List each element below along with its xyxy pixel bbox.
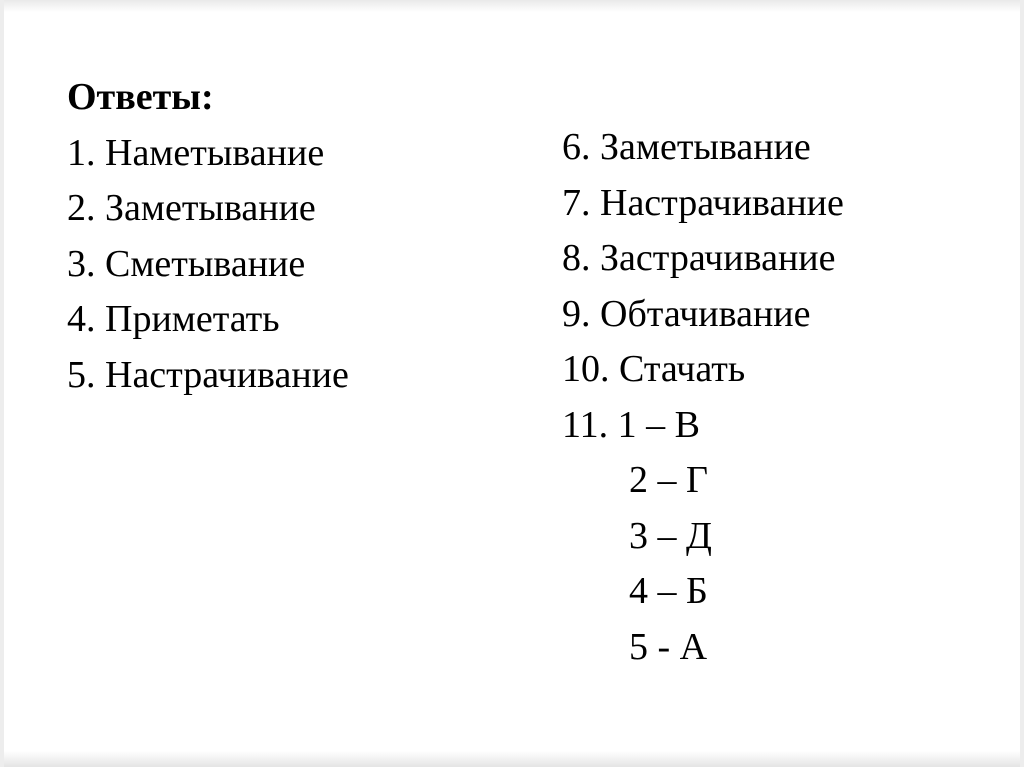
answer-item: 8. Застрачивание xyxy=(562,237,836,279)
answers-left-column xyxy=(67,70,349,403)
matching-item: 4 – Б xyxy=(629,570,708,612)
answer-item: 7. Настрачивание xyxy=(562,181,844,224)
answer-item: 9. Обтачивание xyxy=(562,292,811,335)
answers-right-column xyxy=(562,120,844,675)
slide-top-shadow xyxy=(0,0,1024,12)
answer-item: 3. Сметывание xyxy=(67,242,306,285)
matching-item: 3 – Д xyxy=(629,514,712,557)
slide-left-border xyxy=(0,0,4,767)
answer-item: 10. Стачать xyxy=(562,348,746,390)
answer-item: 6. Заметывание xyxy=(562,126,811,168)
answer-item: 1. Наметывание xyxy=(67,131,325,174)
answer-item: 5. Настрачивание xyxy=(67,353,349,396)
slide-bottom-shadow xyxy=(0,751,1024,767)
answers-heading: Ответы: xyxy=(67,76,214,118)
answer-item: 4. Приметать xyxy=(67,298,280,340)
matching-item: 2 – Г xyxy=(629,459,708,501)
answer-item: 2. Заметывание xyxy=(67,187,316,229)
matching-item: 5 - А xyxy=(629,625,708,668)
slide-right-border xyxy=(1020,0,1024,767)
answer-item: 11. 1 – В xyxy=(562,403,700,446)
